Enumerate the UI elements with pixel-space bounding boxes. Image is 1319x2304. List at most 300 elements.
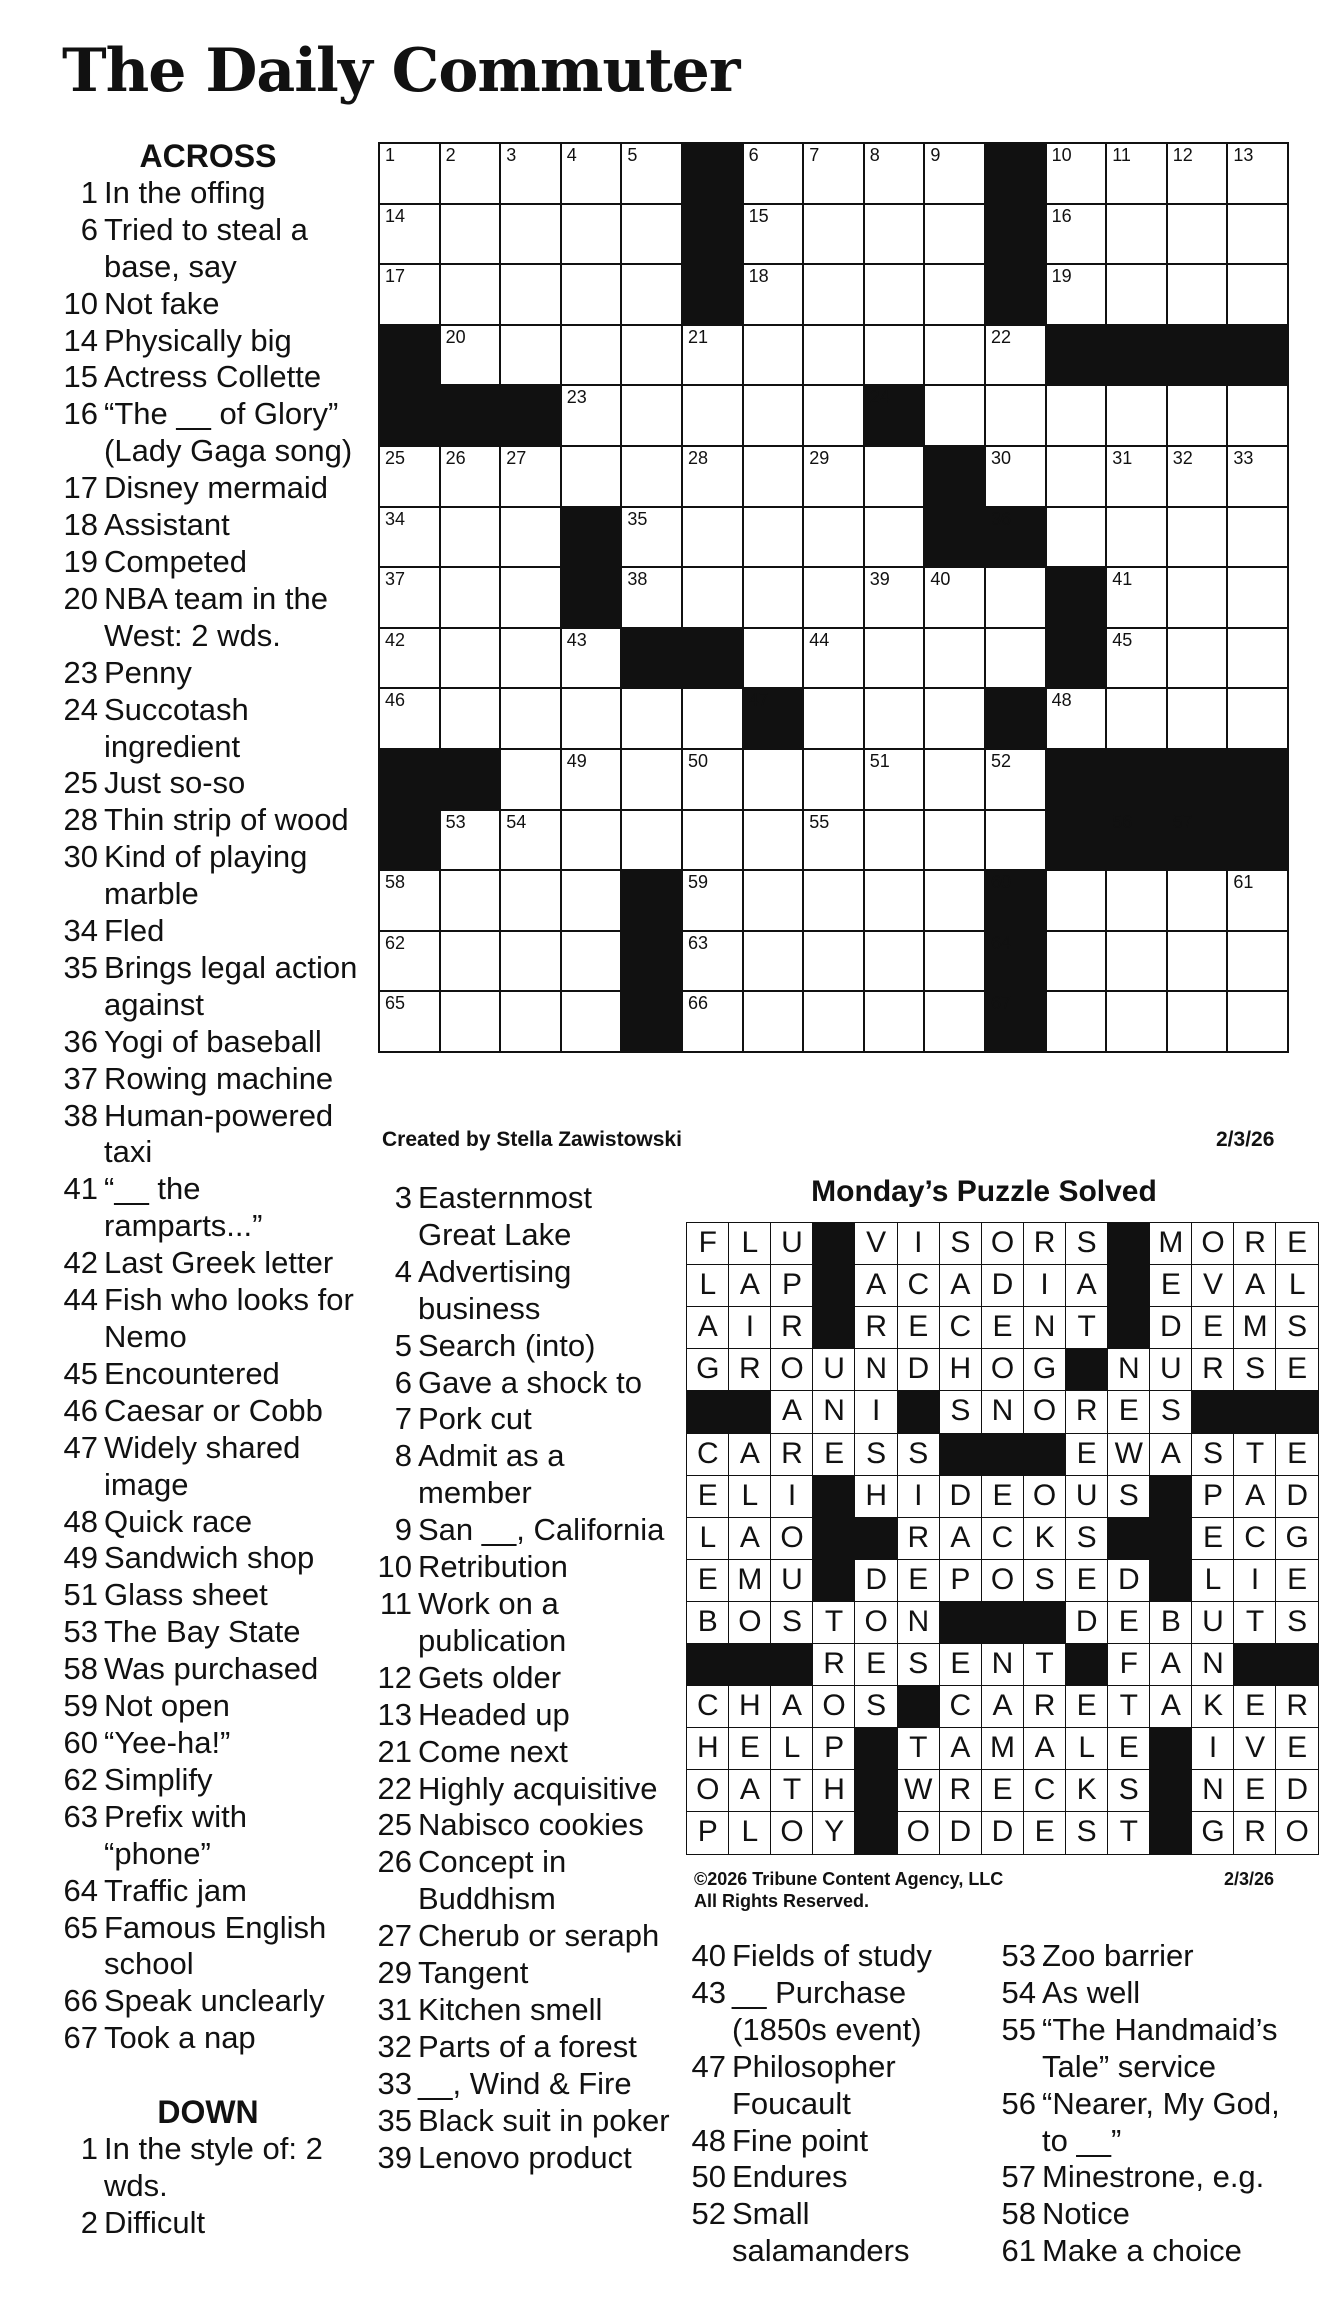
grid-cell[interactable] xyxy=(802,142,865,205)
grid-cell[interactable] xyxy=(1166,930,1229,993)
down-clue-57[interactable] xyxy=(996,2159,1296,2196)
grid-cell[interactable] xyxy=(984,627,1047,690)
down-clue-7[interactable] xyxy=(372,1401,672,1438)
solution-letter: N xyxy=(897,1601,941,1645)
grid-cell[interactable] xyxy=(1045,263,1108,326)
grid-cell[interactable] xyxy=(378,142,441,205)
grid-cell[interactable] xyxy=(1166,627,1229,690)
grid-cell[interactable] xyxy=(620,809,683,872)
solution-letter: I xyxy=(854,1390,898,1434)
down-clue-13[interactable] xyxy=(372,1697,672,1734)
grid-cell[interactable] xyxy=(439,263,502,326)
grid-cell[interactable] xyxy=(1105,627,1168,690)
grid-cell[interactable] xyxy=(1105,445,1168,508)
grid-cell[interactable] xyxy=(499,627,562,690)
down-clue-8[interactable] xyxy=(372,1438,672,1512)
grid-cell[interactable] xyxy=(742,203,805,266)
grid-cell[interactable] xyxy=(620,445,683,508)
grid-cell[interactable] xyxy=(1226,203,1289,266)
across-clue-59[interactable] xyxy=(58,1688,358,1725)
grid-cell[interactable] xyxy=(499,869,562,932)
across-clue-58[interactable] xyxy=(58,1651,358,1688)
solution-letter: T xyxy=(812,1601,856,1645)
down-clue-29[interactable] xyxy=(372,1955,672,1992)
grid-cell[interactable] xyxy=(681,869,744,932)
down-clue-58[interactable] xyxy=(996,2196,1296,2233)
grid-cell[interactable] xyxy=(1226,384,1289,447)
grid-cell[interactable] xyxy=(439,990,502,1053)
solution-letter: G xyxy=(1023,1348,1067,1392)
down-clue-33[interactable] xyxy=(372,2066,672,2103)
grid-cell[interactable] xyxy=(923,930,986,993)
clue-number: 24 xyxy=(63,691,98,727)
grid-cell[interactable] xyxy=(378,869,441,932)
grid-cell[interactable] xyxy=(742,627,805,690)
across-clue-63[interactable] xyxy=(58,1799,358,1873)
grid-cell[interactable] xyxy=(1226,627,1289,690)
grid-cell[interactable] xyxy=(620,324,683,387)
grid-cell[interactable] xyxy=(742,324,805,387)
grid-cell[interactable] xyxy=(1166,203,1229,266)
grid-cell[interactable] xyxy=(560,869,623,932)
grid-cell[interactable] xyxy=(1226,869,1289,932)
down-clue-55[interactable] xyxy=(996,2012,1296,2086)
grid-cell[interactable] xyxy=(1166,687,1229,750)
grid-cell[interactable] xyxy=(1105,566,1168,629)
grid-cell[interactable] xyxy=(802,384,865,447)
grid-cell[interactable] xyxy=(923,142,986,205)
grid-cell[interactable] xyxy=(499,445,562,508)
grid-cell[interactable] xyxy=(923,809,986,872)
grid-cell[interactable] xyxy=(1105,869,1168,932)
grid-cell[interactable] xyxy=(923,869,986,932)
across-clue-45[interactable] xyxy=(58,1356,358,1393)
grid-cell[interactable] xyxy=(923,263,986,326)
down-clue-39[interactable] xyxy=(372,2140,672,2177)
down-clue-35[interactable] xyxy=(372,2103,672,2140)
clue-number: 62 xyxy=(63,1761,98,1797)
solution-letter: C xyxy=(1023,1769,1067,1813)
across-clue-24[interactable] xyxy=(58,692,358,766)
grid-cell[interactable] xyxy=(863,566,926,629)
grid-cell[interactable] xyxy=(863,748,926,811)
grid-cell[interactable] xyxy=(923,627,986,690)
across-clue-35[interactable] xyxy=(58,950,358,1024)
across-clue-36[interactable] xyxy=(58,1024,358,1061)
grid-cell[interactable] xyxy=(863,263,926,326)
cell-number: 17 xyxy=(385,266,406,287)
grid-cell[interactable] xyxy=(681,324,744,387)
solution-letter: E xyxy=(981,1475,1025,1519)
clue-number: 22 xyxy=(377,1770,412,1806)
grid-cell[interactable] xyxy=(802,506,865,569)
down-clue-27[interactable] xyxy=(372,1918,672,1955)
grid-cell[interactable] xyxy=(802,869,865,932)
down-clue-48[interactable] xyxy=(686,2123,986,2160)
grid-cell[interactable] xyxy=(1226,990,1289,1053)
grid-cell[interactable] xyxy=(620,748,683,811)
across-clue-28[interactable] xyxy=(58,802,358,839)
grid-cell[interactable] xyxy=(1045,384,1108,447)
grid-cell[interactable] xyxy=(1105,990,1168,1053)
grid-cell[interactable] xyxy=(742,142,805,205)
down-clue-3[interactable] xyxy=(372,1180,672,1254)
solution-letter: S xyxy=(1233,1348,1277,1392)
grid-cell[interactable] xyxy=(1166,384,1229,447)
down-clue-47[interactable] xyxy=(686,2049,986,2123)
grid-cell[interactable] xyxy=(560,748,623,811)
down-clue-40[interactable] xyxy=(686,1938,986,1975)
grid-cell[interactable] xyxy=(984,748,1047,811)
grid-cell[interactable] xyxy=(499,263,562,326)
grid-cell[interactable] xyxy=(439,627,502,690)
grid-cell[interactable] xyxy=(439,809,502,872)
grid-cell[interactable] xyxy=(1166,869,1229,932)
across-clue-42[interactable] xyxy=(58,1245,358,1282)
clue-text: NBA team in the West: 2 wds. xyxy=(104,580,329,653)
grid-cell[interactable] xyxy=(378,263,441,326)
grid-cell[interactable] xyxy=(1166,506,1229,569)
grid-cell[interactable] xyxy=(681,809,744,872)
across-clue-65[interactable] xyxy=(58,1910,358,1984)
across-clue-34[interactable] xyxy=(58,913,358,950)
grid-cell[interactable] xyxy=(378,627,441,690)
grid-cell[interactable] xyxy=(499,203,562,266)
grid-cell[interactable] xyxy=(802,566,865,629)
clue-text: In the offing xyxy=(104,174,266,210)
grid-cell[interactable] xyxy=(378,506,441,569)
grid-cell[interactable] xyxy=(620,142,683,205)
grid-cell[interactable] xyxy=(923,748,986,811)
grid-cell[interactable] xyxy=(560,203,623,266)
grid-cell[interactable] xyxy=(863,506,926,569)
down-clue-9[interactable] xyxy=(372,1512,672,1549)
grid-cell[interactable] xyxy=(620,566,683,629)
grid-cell[interactable] xyxy=(378,990,441,1053)
solution-letter: N xyxy=(1107,1348,1151,1392)
grid-cell[interactable] xyxy=(378,203,441,266)
grid-cell[interactable] xyxy=(378,445,441,508)
clue-number: 10 xyxy=(63,285,98,321)
across-clue-18[interactable] xyxy=(58,507,358,544)
across-clue-19[interactable] xyxy=(58,544,358,581)
grid-cell[interactable] xyxy=(560,809,623,872)
down-clue-32[interactable] xyxy=(372,2029,672,2066)
grid-cell[interactable] xyxy=(560,263,623,326)
grid-cell[interactable] xyxy=(742,263,805,326)
solution-letter: H xyxy=(686,1727,730,1771)
grid-cell[interactable] xyxy=(439,142,502,205)
grid-cell[interactable] xyxy=(560,142,623,205)
solution-letter: E xyxy=(1191,1306,1235,1350)
down-clue-50[interactable] xyxy=(686,2159,986,2196)
grid-cell[interactable] xyxy=(863,809,926,872)
clue-text: Caesar or Cobb xyxy=(104,1392,323,1428)
grid-cell[interactable] xyxy=(802,930,865,993)
down-clue-21[interactable] xyxy=(372,1734,672,1771)
down-clue-2[interactable] xyxy=(58,2205,358,2242)
grid-cell[interactable] xyxy=(560,990,623,1053)
down-clue-43[interactable] xyxy=(686,1975,986,2049)
grid-cell[interactable] xyxy=(499,990,562,1053)
solution-black-square xyxy=(812,1475,856,1519)
down-clue-4[interactable] xyxy=(372,1254,672,1328)
grid-cell[interactable] xyxy=(1105,203,1168,266)
grid-cell[interactable] xyxy=(863,930,926,993)
grid-cell[interactable] xyxy=(802,627,865,690)
across-clue-48[interactable] xyxy=(58,1504,358,1541)
grid-cell[interactable] xyxy=(499,930,562,993)
grid-cell[interactable] xyxy=(681,566,744,629)
across-clue-10[interactable] xyxy=(58,286,358,323)
grid-cell[interactable] xyxy=(439,687,502,750)
grid-cell[interactable] xyxy=(499,748,562,811)
grid-cell[interactable] xyxy=(742,384,805,447)
grid-cell[interactable] xyxy=(681,687,744,750)
grid-cell[interactable] xyxy=(1105,142,1168,205)
grid-cell[interactable] xyxy=(984,445,1047,508)
solution-letter: V xyxy=(1233,1727,1277,1771)
grid-cell[interactable] xyxy=(742,748,805,811)
black-square xyxy=(378,324,441,387)
across-clue-64[interactable] xyxy=(58,1873,358,1910)
grid-cell[interactable] xyxy=(863,142,926,205)
grid-cell[interactable] xyxy=(1045,687,1108,750)
grid-cell[interactable] xyxy=(560,445,623,508)
grid-cell[interactable] xyxy=(620,506,683,569)
grid-cell[interactable] xyxy=(681,506,744,569)
grid-cell[interactable] xyxy=(742,506,805,569)
across-clue-53[interactable] xyxy=(58,1614,358,1651)
grid-cell[interactable] xyxy=(802,990,865,1053)
grid-cell[interactable] xyxy=(863,203,926,266)
grid-cell[interactable] xyxy=(378,930,441,993)
grid-cell[interactable] xyxy=(1045,445,1108,508)
grid-cell[interactable] xyxy=(499,809,562,872)
grid-cell[interactable] xyxy=(1226,687,1289,750)
grid-cell[interactable] xyxy=(499,566,562,629)
solution-letter: D xyxy=(981,1264,1025,1308)
down-clue-10[interactable] xyxy=(372,1549,672,1586)
grid-cell[interactable] xyxy=(923,384,986,447)
grid-cell[interactable] xyxy=(1105,930,1168,993)
solution-letter: D xyxy=(981,1811,1025,1855)
grid-cell[interactable] xyxy=(863,324,926,387)
grid-cell[interactable] xyxy=(499,324,562,387)
grid-cell[interactable] xyxy=(923,203,986,266)
grid-cell[interactable] xyxy=(560,324,623,387)
grid-cell[interactable] xyxy=(1226,566,1289,629)
grid-cell[interactable] xyxy=(1226,445,1289,508)
black-square xyxy=(984,869,1047,932)
grid-cell[interactable] xyxy=(1166,566,1229,629)
down-clue-31[interactable] xyxy=(372,1992,672,2029)
grid-cell[interactable] xyxy=(923,990,986,1053)
grid-cell[interactable] xyxy=(742,869,805,932)
clue-text: Competed xyxy=(104,543,248,579)
grid-cell[interactable] xyxy=(742,930,805,993)
across-clue-15[interactable] xyxy=(58,359,358,396)
grid-cell[interactable] xyxy=(1105,687,1168,750)
across-clue-1[interactable] xyxy=(58,175,358,212)
grid-cell[interactable] xyxy=(439,324,502,387)
grid-cell[interactable] xyxy=(681,748,744,811)
down-clue-26[interactable] xyxy=(372,1844,672,1918)
across-clue-47[interactable] xyxy=(58,1430,358,1504)
grid-cell[interactable] xyxy=(863,627,926,690)
grid-cell[interactable] xyxy=(560,627,623,690)
across-clue-49[interactable] xyxy=(58,1540,358,1577)
grid-cell[interactable] xyxy=(1226,506,1289,569)
grid-cell[interactable] xyxy=(1105,263,1168,326)
down-clue-11[interactable] xyxy=(372,1586,672,1660)
grid-cell[interactable] xyxy=(802,324,865,387)
grid-cell[interactable] xyxy=(1105,384,1168,447)
across-clue-20[interactable] xyxy=(58,581,358,655)
across-clue-62[interactable] xyxy=(58,1762,358,1799)
black-square xyxy=(984,142,1047,205)
solution-letter: S xyxy=(1065,1517,1109,1561)
across-clue-25[interactable] xyxy=(58,765,358,802)
grid-cell[interactable] xyxy=(620,687,683,750)
grid-cell[interactable] xyxy=(560,384,623,447)
solution-letter: D xyxy=(1275,1769,1319,1813)
clue-number: 61 xyxy=(1001,2233,1036,2269)
grid-cell[interactable] xyxy=(439,566,502,629)
grid-cell[interactable] xyxy=(681,445,744,508)
across-clue-67[interactable] xyxy=(58,2020,358,2057)
grid-cell[interactable] xyxy=(923,687,986,750)
down-clue-52[interactable] xyxy=(686,2196,986,2270)
grid-cell[interactable] xyxy=(439,869,502,932)
grid-cell[interactable] xyxy=(802,748,865,811)
across-clue-46[interactable] xyxy=(58,1393,358,1430)
down-clue-53[interactable] xyxy=(996,1938,1296,1975)
cell-number: 66 xyxy=(688,993,709,1014)
grid-cell[interactable] xyxy=(863,869,926,932)
solution-letter: E xyxy=(1023,1811,1067,1855)
across-clue-16[interactable] xyxy=(58,396,358,470)
grid-cell[interactable] xyxy=(620,384,683,447)
grid-cell[interactable] xyxy=(620,263,683,326)
grid-cell[interactable] xyxy=(378,566,441,629)
grid-cell[interactable] xyxy=(681,990,744,1053)
grid-cell[interactable] xyxy=(439,445,502,508)
across-clue-30[interactable] xyxy=(58,839,358,913)
grid-cell[interactable] xyxy=(802,687,865,750)
across-clue-6[interactable] xyxy=(58,212,358,286)
grid-cell[interactable] xyxy=(1166,263,1229,326)
grid-cell[interactable] xyxy=(560,687,623,750)
grid-cell[interactable] xyxy=(1166,990,1229,1053)
down-clue-25[interactable] xyxy=(372,1807,672,1844)
across-clue-66[interactable] xyxy=(58,1983,358,2020)
grid-cell[interactable] xyxy=(863,445,926,508)
grid-cell[interactable] xyxy=(1045,869,1108,932)
grid-cell[interactable] xyxy=(742,809,805,872)
grid-cell[interactable] xyxy=(1045,990,1108,1053)
grid-cell[interactable] xyxy=(802,203,865,266)
across-clue-17[interactable] xyxy=(58,470,358,507)
grid-cell[interactable] xyxy=(681,930,744,993)
across-clue-44[interactable] xyxy=(58,1282,358,1356)
grid-cell[interactable] xyxy=(1045,203,1108,266)
grid-cell[interactable] xyxy=(802,445,865,508)
grid-cell[interactable] xyxy=(923,566,986,629)
down-clue-54[interactable] xyxy=(996,1975,1296,2012)
solution-letter: S xyxy=(1065,1222,1109,1266)
grid-cell[interactable] xyxy=(984,384,1047,447)
grid-cell[interactable] xyxy=(984,566,1047,629)
down-clue-5[interactable] xyxy=(372,1328,672,1365)
clue-number: 27 xyxy=(377,1918,412,1954)
grid-cell[interactable] xyxy=(984,324,1047,387)
across-clue-14[interactable] xyxy=(58,323,358,360)
down-clue-22[interactable] xyxy=(372,1771,672,1808)
down-clue-61[interactable] xyxy=(996,2233,1296,2270)
grid-cell[interactable] xyxy=(1105,506,1168,569)
down-clue-12[interactable] xyxy=(372,1660,672,1697)
grid-cell[interactable] xyxy=(742,445,805,508)
down-clue-6[interactable] xyxy=(372,1365,672,1402)
across-clue-60[interactable] xyxy=(58,1725,358,1762)
grid-cell[interactable] xyxy=(499,506,562,569)
grid-cell[interactable] xyxy=(984,809,1047,872)
grid-cell[interactable] xyxy=(620,203,683,266)
down-clue-1[interactable] xyxy=(58,2131,358,2205)
grid-cell[interactable] xyxy=(499,687,562,750)
down-clue-56[interactable] xyxy=(996,2086,1296,2160)
grid-cell[interactable] xyxy=(1045,506,1108,569)
grid-cell[interactable] xyxy=(1226,263,1289,326)
grid-cell[interactable] xyxy=(1045,930,1108,993)
black-square xyxy=(681,627,744,690)
grid-cell[interactable] xyxy=(1226,930,1289,993)
grid-cell[interactable] xyxy=(1166,445,1229,508)
grid-cell[interactable] xyxy=(1226,142,1289,205)
grid-cell[interactable] xyxy=(378,687,441,750)
across-clue-41[interactable] xyxy=(58,1171,358,1245)
grid-cell[interactable] xyxy=(499,142,562,205)
clue-text: “__ the ramparts...” xyxy=(104,1171,263,1244)
clue-number: 48 xyxy=(63,1503,98,1539)
grid-cell[interactable] xyxy=(742,990,805,1053)
grid-cell[interactable] xyxy=(863,687,926,750)
grid-cell[interactable] xyxy=(923,324,986,387)
cell-number: 50 xyxy=(688,751,709,771)
clue-number: 53 xyxy=(1001,1938,1036,1973)
solution-letter: M xyxy=(1233,1306,1277,1350)
grid-cell[interactable] xyxy=(1045,142,1108,205)
grid-cell[interactable] xyxy=(439,203,502,266)
grid-cell[interactable] xyxy=(681,384,744,447)
across-clue-37[interactable] xyxy=(58,1061,358,1098)
across-clue-51[interactable] xyxy=(58,1577,358,1614)
grid-cell[interactable] xyxy=(802,809,865,872)
grid-cell[interactable] xyxy=(439,506,502,569)
grid-cell[interactable] xyxy=(560,930,623,993)
across-clue-23[interactable] xyxy=(58,655,358,692)
black-square xyxy=(984,990,1047,1053)
grid-cell[interactable] xyxy=(802,263,865,326)
grid-cell[interactable] xyxy=(742,566,805,629)
grid-cell[interactable] xyxy=(863,990,926,1053)
grid-cell[interactable] xyxy=(1166,142,1229,205)
black-square xyxy=(1045,627,1108,690)
clue-text: Took a nap xyxy=(104,2020,256,2056)
across-clue-38[interactable] xyxy=(58,1098,358,1172)
grid-cell[interactable] xyxy=(439,930,502,993)
